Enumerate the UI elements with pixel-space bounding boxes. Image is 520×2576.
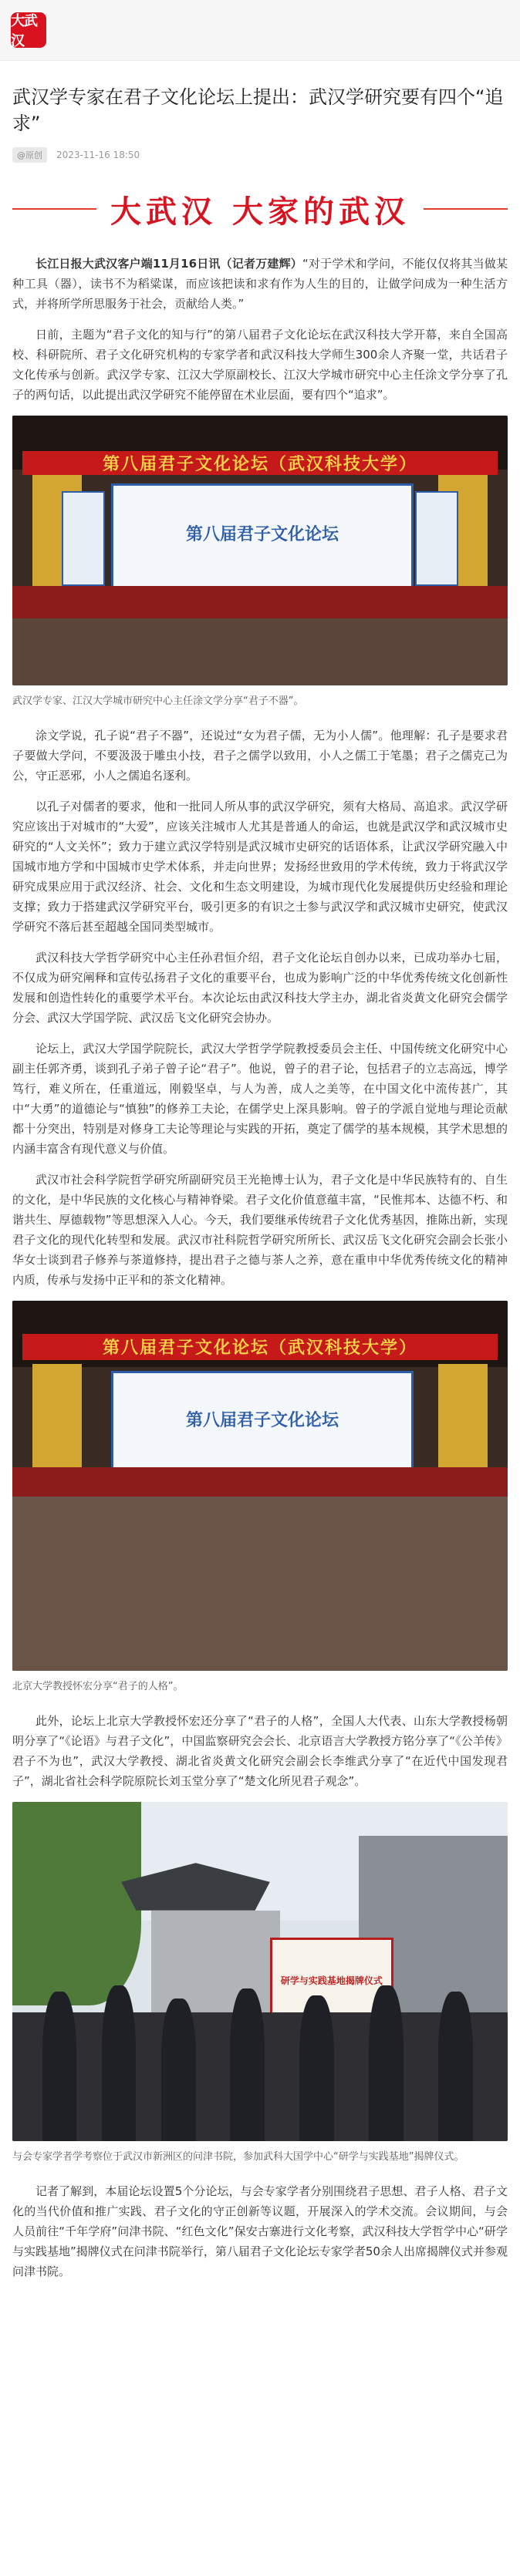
paragraph-3: 以孔子对儒者的要求，他和一批同人所从事的武汉学研究，须有大格局、高追求。武汉学研究应该出于对城市的“大爱”，应该关注城市人尤其是普通人的命运，也就是武汉学和武汉城市史研究的“人文关怀”；致力于建立武汉学特别是武汉城市史研究的话语体系，让武汉学研究融入中国城市地方学和中国城市史学术体系，并走向世界；发扬经世致用的学术传统，致力于将武汉学研究成果应用于武汉经济、社会、文化和生态文明建设，为城市现代化发展提供历史经验和理论支撑；致力于搭建武汉学研究平台，吸引更多的有识之士参与武汉学和武汉城市史研究，使武汉学研究不落后甚至超越全国同类型城市。: [12, 800, 508, 934]
lead-body: “对于学术和学问，不能仅仅将其当做某种工具（器），读书不为稻粱谋，而应该把读和求有作为人生的目的，让做学问成为一种生活方式，并将所学所思服务于社会，贡献给人类。”: [12, 257, 508, 311]
screen-slogan: 第八届君子文化论坛: [185, 524, 339, 545]
ceremony-board: 研学与实践基地揭牌仪式: [270, 1938, 393, 2024]
paragraph-1: 日前，主题为“君子文化的知与行”的第八届君子文化论坛在武汉科技大学开幕，来自全国高校、科研院所、君子文化研究机构的专家学者和武汉科技大学师生300余人齐聚一堂，共话君子文化传承与创新。武汉学专家、江汉大学原副校长、江汉大学城市研究中心主任涂文学分享了孔子的两句话，以此提出武汉学研究不能停留在术业层面，要有四个“追求”。: [12, 328, 508, 402]
paragraph-6: 武汉市社会科学院哲学研究所副研究员王光艳博士认为，君子文化是中华民族特有的、自生的文化，是中华民族的文化核心与精神脊梁。君子文化价值意蕴丰富，“民惟邦本、达德不朽、和谐共生、厚德载物”等思想深入人心。今天，我们要继承传统君子文化优秀基因，推陈出新，实现君子文化的现代化转型和发展。武汉市社科院哲学研究所所长、武汉岳飞文化研究会副会长张小华女士谈到君子修养与茶道修持，提出君子之德与茶人之养，意在重申中华优秀传统文化的精神内质，传承与发扬中正平和的茶文化精神。: [12, 1173, 508, 1287]
stage-screen: [111, 483, 413, 591]
photo-forum-stage[interactable]: [12, 416, 508, 685]
audience-area: [12, 1497, 508, 1671]
person: [299, 1995, 334, 2141]
photo-caption-2: 北京大学教授怀宏分享“君子的人格”。: [12, 1681, 184, 1692]
paragraph-2: 涂文学说，孔子说“君子不器”，还说过“女为君子儒，无为小人儒”。他理解：孔子是要求君子要做大学问，不要汲汲于雕虫小技，君子之儒学以致用，小人之儒工于笔墨；君子之儒克己为公，守正恶邪，小人之儒追名逐利。: [12, 729, 508, 783]
stage-table: [12, 1467, 508, 1497]
person: [230, 1988, 265, 2141]
paragraph-4: 武汉科技大学哲学研究中心主任孙君恒介绍，君子文化论坛自创办以来，已成功举办七届，不仅成为研究阐释和宣传弘扬君子文化的重要平台，也成为影响广泛的中华优秀传统文化创新性发展和创造性转化的重要学术平台。本次论坛由武汉科技大学主办，湖北省炎黄文化研究会儒学分会、武汉大学国学院、武汉岳飞文化研究会协办。: [12, 951, 508, 1025]
academy-gate: [151, 1911, 280, 2012]
person: [369, 1985, 404, 2141]
person: [161, 1999, 196, 2141]
app-logo[interactable]: 大武汉: [11, 12, 46, 48]
person: [438, 1992, 473, 2141]
photo-caption-3: 与会专家学者学考察位于武汉市新洲区的问津书院，参加武科大国学中心“研学与实践基地”揭牌仪式。: [12, 2151, 464, 2163]
stage-screen: [111, 1371, 413, 1472]
paragraph-8: 记者了解到，本届论坛设置5个分论坛，与会专家学者分别围绕君子思想、君子人格、君子文化的当代价值和推广实践、君子文化的守正创新等议题，开展深入的学术交流。会议期间，与会人员前往“千年学府”问津书院、“红色文化”保安古寨进行文化考察，武汉科技大学哲学中心“研学与实践基地”揭牌仪式在问津书院举行，第八届君子文化论坛专家学者50余人出席揭牌仪式并参观问津书院。: [12, 2184, 508, 2278]
article-meta: [12, 147, 508, 163]
person: [102, 1985, 137, 2141]
forum-banner: 第八届君子文化论坛（武汉科技大学）: [22, 1334, 498, 1360]
side-banner-right: [415, 491, 458, 586]
banner-line-left: [12, 208, 96, 210]
article: [0, 84, 520, 2281]
paragraph-7: 此外，论坛上北京大学教授怀宏还分享了“君子的人格”，全国人大代表、山东大学教授杨朝明分享了“《论语》与君子文化”，中国监察研究会会长、北京语言大学教授方铭分享了“《公羊传》君子不为也”，武汉大学教授、湖北省炎黄文化研究会副会长李维武分享了“在近代中国发现君子”，湖北省社会科学院原院长刘玉堂分享了“楚文化所见君子观念”。: [12, 1714, 508, 1788]
screen-slogan: 第八届君子文化论坛: [185, 1409, 339, 1430]
source-badge: @原创: [12, 147, 47, 163]
section-banner: [12, 180, 508, 238]
photo-caption-1: 武汉学专家、江汉大学城市研究中心主任涂文学分享“君子不器”。: [12, 695, 304, 707]
side-banner-left: [62, 491, 104, 586]
person: [42, 1992, 77, 2141]
banner-line-right: [424, 208, 508, 210]
banner-text: 大武汉 大家的武汉: [110, 193, 410, 230]
top-bar: [0, 0, 520, 61]
stage-table: [12, 586, 508, 618]
lead-dateline: 长江日报大武汉客户端11月16日讯（记者万建辉）: [35, 257, 302, 271]
tree: [12, 1802, 141, 2005]
lead-paragraph: [12, 254, 508, 314]
hall-floor: [12, 618, 508, 686]
photo-forum-audience[interactable]: [12, 1301, 508, 1671]
paragraph-5: 论坛上，武汉大学国学院院长，武汉大学哲学学院教授委员会主任、中国传统文化研究中心副主任郭齐勇，谈到孔子弟子曾子论“君子”。他说，曾子的君子论，包括君子的立志高远，博学笃行，难义所在，任重道远，刚毅坚卓，与人为善，成人之美等，在中国文化中流传甚广，其中“大勇”的道德论与“慎独”的修养工夫论，在儒学史上深具影响。曾子的学派自觉地与理论贡献都十分突出，特别是对修身工夫论等理论与实践的开拓，奠定了儒学的基本规模，其学术思想的内涵丰富含有现代意义与价值。: [12, 1042, 508, 1156]
photo-wenjin-academy[interactable]: [12, 1802, 508, 2141]
article-title: 武汉学专家在君子文化论坛上提出：武汉学研究要有四个“追求”: [12, 86, 504, 134]
forum-banner: 第八届君子文化论坛（武汉科技大学）: [22, 451, 498, 476]
publish-time: 2023-11-16 18:50: [56, 150, 140, 160]
